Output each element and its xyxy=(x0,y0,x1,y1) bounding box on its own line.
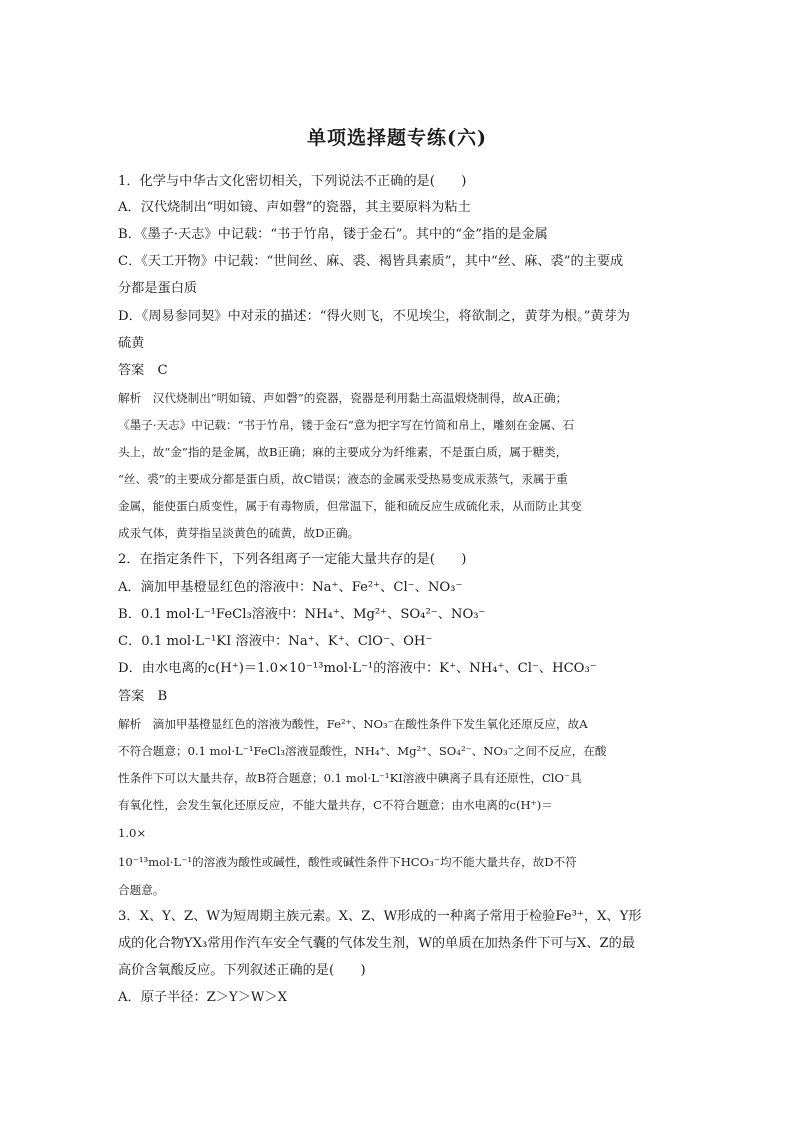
question-3-stem-line: 成的化合物YX₃常用作汽车安全气囊的气体发生剂，W的单质在加热条件下可与X、Z的最 xyxy=(118,936,636,951)
question-1-stem: 1．化学与中华古文化密切相关，下列说法不正确的是( ) xyxy=(118,174,467,189)
question-2-explanation-line: 1.0× xyxy=(118,826,147,840)
page-title: 单项选择题专练(六) xyxy=(307,127,487,149)
question-1-option-d-cont: 硫黄 xyxy=(118,336,145,351)
question-2-option-b: B．0.1 mol·L⁻¹FeCl₃溶液中：NH₄⁺、Mg²⁺、SO₄²⁻、NO₃⁻ xyxy=(118,607,486,622)
question-2-stem: 2．在指定条件下，下列各组离子一定能大量共存的是( ) xyxy=(118,552,467,567)
question-1-explanation-line: 成汞气体，黄芽指呈淡黄色的硫黄，故D正确。 xyxy=(118,526,360,540)
question-2-explanation-line: 性条件下可以大量共存，故B符合题意；0.1 mol·L⁻¹KI溶液中碘离子具有还原性，ClO⁻具 xyxy=(118,771,582,785)
question-2-explanation: 解析 滴加甲基橙显红色的溶液为酸性，Fe²⁺、NO₃⁻在酸性条件下发生氧化还原反应，故A xyxy=(118,717,588,731)
question-3-stem: 3．X、Y、Z、W为短周期主族元素。X、Z、W形成的一种离子常用于检验Fe³⁺，X、Y形 xyxy=(118,909,642,924)
question-2-explanation-line: 10⁻¹³mol·L⁻¹的溶液为酸性或碱性，酸性或碱性条件下HCO₃⁻均不能大量共存，故D不符 xyxy=(118,855,577,869)
question-1-explanation: 解析 汉代烧制出“明如镜、声如磬”的瓷器，瓷器是利用黏土高温煅烧制得，故A正确； xyxy=(118,391,568,405)
question-3-stem-line: 高价含氧酸反应。下列叙述正确的是( ) xyxy=(118,963,366,978)
question-2-explanation-line: 合题意。 xyxy=(118,883,165,897)
question-1-option-b: B．《墨子·天志》中记载：“书于竹帛，镂于金石”。其中的“金”指的是金属 xyxy=(118,227,548,242)
question-3-option-a: A．原子半径：Z＞Y＞W＞X xyxy=(118,990,288,1005)
question-1-explanation-line: 金属，能使蛋白质变性，属于有毒物质，但常温下，能和硫反应生成硫化汞，从而防止其变 xyxy=(118,499,582,513)
question-1-option-a: A．汉代烧制出“明如镜、声如磬”的瓷器，其主要原料为粘土 xyxy=(118,200,471,215)
question-2-option-d: D．由水电离的c(H⁺)＝1.0×10⁻¹³mol·L⁻¹的溶液中：K⁺、NH₄⁺、Cl⁻、HCO₃⁻ xyxy=(118,661,597,676)
question-1-explanation-line: 头上，故“金”指的是金属，故B正确；麻的主要成分为纤维素，不是蛋白质，属于糖类， xyxy=(118,445,568,459)
question-2-explanation-line: 不符合题意；0.1 mol·L⁻¹FeCl₃溶液显酸性，NH₄⁺、Mg²⁺、SO₄²⁻、NO₃⁻之间不反应，在酸 xyxy=(118,744,607,758)
question-2-explanation-line: 有氧化性，会发生氧化还原反应，不能大量共存，C不符合题意；由水电离的c(H⁺)＝ xyxy=(118,798,553,812)
question-1-option-c-cont: 分都是蛋白质 xyxy=(118,281,198,296)
question-1-option-d: D．《周易参同契》中对汞的描述：“得火则飞，不见埃尘，将欲制之，黄芽为根。”黄芽为 xyxy=(118,309,630,324)
question-2-answer: 答案 B xyxy=(118,689,168,704)
question-1-answer: 答案 C xyxy=(118,363,168,378)
question-1-explanation-line: 《墨子·天志》中记载：“书于竹帛，镂于金石”意为把字写在竹简和帛上，雕刻在金属、石 xyxy=(118,418,575,432)
question-2-option-c: C．0.1 mol·L⁻¹KI 溶液中：Na⁺、K⁺、ClO⁻、OH⁻ xyxy=(118,634,433,649)
question-1-explanation-line: “丝、裘”的主要成分都是蛋白质，故C错误；液态的金属汞受热易变成汞蒸气，汞属于重 xyxy=(118,472,568,486)
question-1-option-c: C．《天工开物》中记载：“世间丝、麻、裘、褐皆具素质”，其中“丝、麻、裘”的主要成 xyxy=(118,254,624,269)
question-2-option-a: A．滴加甲基橙显红色的溶液中：Na⁺、Fe²⁺、Cl⁻、NO₃⁻ xyxy=(118,580,463,595)
